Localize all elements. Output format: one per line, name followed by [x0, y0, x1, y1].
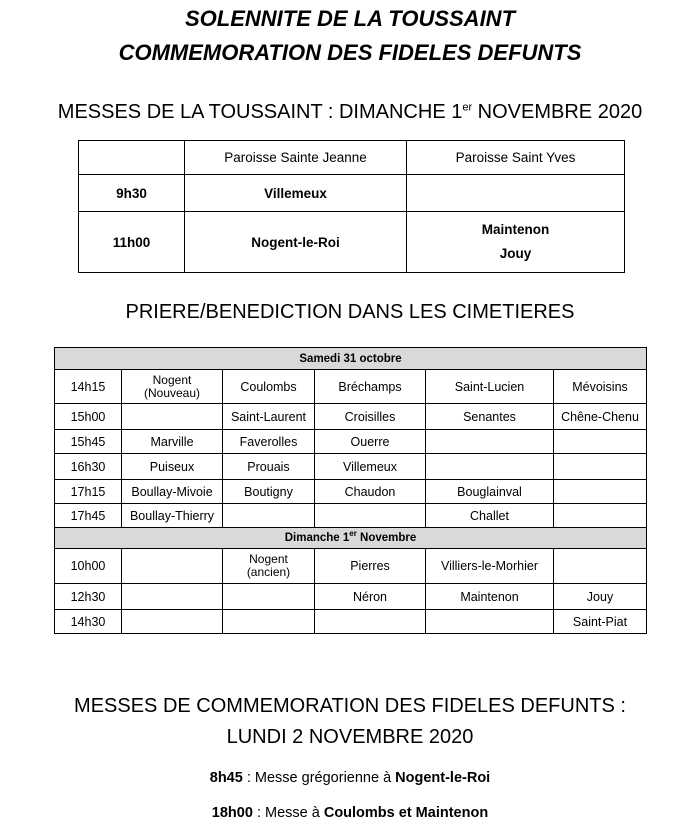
cemetery-cell: Coulombs: [223, 370, 315, 404]
cemetery-cell: [426, 430, 554, 454]
cemetery-cell: Croisilles: [315, 404, 426, 430]
cemetery-cell: Bréchamps: [315, 370, 426, 404]
mass-line-evening: 18h00 : Messe à Coulombs et Maintenon: [211, 805, 489, 821]
cemetery-cell: Marville: [122, 430, 223, 454]
table-row: [55, 504, 647, 528]
document-title-line2: COMMEMORATION DES FIDELES DEFUNTS: [118, 40, 582, 65]
cemetery-cell: [122, 549, 223, 584]
day-header-samedi: Samedi 31 octobre: [55, 348, 647, 370]
cemetery-cell: Ouerre: [315, 430, 426, 454]
toussaint-mass-table: [78, 140, 625, 273]
cemetery-cell: Nogent (Nouveau): [122, 370, 223, 404]
table-row: [55, 454, 647, 480]
cemetery-cell: [122, 584, 223, 610]
cemetery-cell: [554, 430, 647, 454]
cemetery-cell: [315, 610, 426, 634]
table-row: [55, 430, 647, 454]
cemetery-cell: Saint-Laurent: [223, 404, 315, 430]
table-row: [79, 212, 625, 273]
cemetery-cell: Jouy: [554, 584, 647, 610]
cemetery-cell: [554, 549, 647, 584]
day-header-row: [55, 348, 647, 370]
cimetieres-table: [54, 347, 647, 634]
cemetery-cell: [426, 610, 554, 634]
defunts-heading-line1: MESSES DE COMMEMORATION DES FIDELES DEFUNTS :: [74, 695, 626, 717]
cemetery-cell: Faverolles: [223, 430, 315, 454]
table-row: [55, 584, 647, 610]
table-header-row: [79, 141, 625, 175]
cemetery-cell: Challet: [426, 504, 554, 528]
row-time: 17h15: [55, 480, 122, 504]
cemetery-cell: Bouglainval: [426, 480, 554, 504]
row-time: 12h30: [55, 584, 122, 610]
cemetery-cell: [122, 404, 223, 430]
cemetery-cell: Prouais: [223, 454, 315, 480]
mass-location: [407, 175, 625, 212]
day-header-row: [55, 528, 647, 549]
row-time: 14h30: [55, 610, 122, 634]
column-header-sainte-jeanne: Paroisse Sainte Jeanne: [185, 141, 407, 175]
cemetery-cell: Néron: [315, 584, 426, 610]
mass-location: Villemeux: [185, 175, 407, 212]
table-row: [79, 175, 625, 212]
cemetery-cell: Puiseux: [122, 454, 223, 480]
cemetery-cell: Boutigny: [223, 480, 315, 504]
cemetery-cell: [223, 584, 315, 610]
cemetery-cell: [223, 504, 315, 528]
table-row: [55, 480, 647, 504]
cemetery-cell: [554, 504, 647, 528]
cemetery-cell: [554, 480, 647, 504]
cemetery-cell: Saint-Piat: [554, 610, 647, 634]
cemetery-cell: Senantes: [426, 404, 554, 430]
table-row: [55, 370, 647, 404]
mass-line-gregorian: 8h45 : Messe grégorienne à Nogent-le-Roi: [209, 770, 491, 786]
table-row: [55, 549, 647, 584]
day-header-dimanche: Dimanche 1er Novembre: [55, 528, 647, 549]
cemetery-cell: Pierres: [315, 549, 426, 584]
mass-time: 9h30: [79, 175, 185, 212]
cemetery-cell: [426, 454, 554, 480]
cemetery-cell: [554, 454, 647, 480]
column-header-saint-yves: Paroisse Saint Yves: [407, 141, 625, 175]
mass-time: 11h00: [79, 212, 185, 273]
row-time: 16h30: [55, 454, 122, 480]
cemetery-cell: Villemeux: [315, 454, 426, 480]
cemetery-cell: Chêne-Chenu: [554, 404, 647, 430]
cemetery-cell: [223, 610, 315, 634]
table-header-empty: [79, 141, 185, 175]
cemetery-cell: [122, 610, 223, 634]
row-time: 17h45: [55, 504, 122, 528]
document-title-line1: SOLENNITE DE LA TOUSSAINT: [184, 6, 516, 31]
row-time: 14h15: [55, 370, 122, 404]
toussaint-heading: MESSES DE LA TOUSSAINT : DIMANCHE 1er NOVEMBRE 2020: [57, 101, 643, 123]
cemetery-cell: Saint-Lucien: [426, 370, 554, 404]
row-time: 15h45: [55, 430, 122, 454]
mass-location: Maintenon Jouy: [407, 212, 625, 273]
cimetieres-heading: PRIERE/BENEDICTION DANS LES CIMETIERES: [125, 301, 575, 323]
table-row: [55, 610, 647, 634]
cemetery-cell: Maintenon: [426, 584, 554, 610]
table-row: [55, 404, 647, 430]
mass-location: Nogent-le-Roi: [185, 212, 407, 273]
cemetery-cell: Boullay-Mivoie: [122, 480, 223, 504]
cemetery-cell: Boullay-Thierry: [122, 504, 223, 528]
cemetery-cell: Nogent (ancien): [223, 549, 315, 584]
cemetery-cell: Chaudon: [315, 480, 426, 504]
row-time: 15h00: [55, 404, 122, 430]
cemetery-cell: [315, 504, 426, 528]
cemetery-cell: Mévoisins: [554, 370, 647, 404]
row-time: 10h00: [55, 549, 122, 584]
defunts-heading-line2: LUNDI 2 NOVEMBRE 2020: [226, 726, 474, 748]
cemetery-cell: Villiers-le-Morhier: [426, 549, 554, 584]
